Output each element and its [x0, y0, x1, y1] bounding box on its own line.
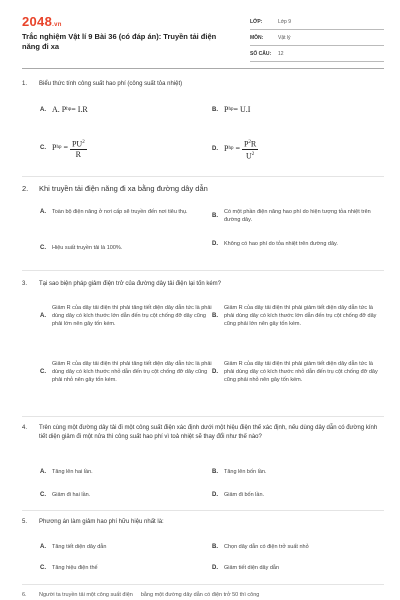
formula: P hp = $\frac{P^2R}{U^2}$	[224, 139, 257, 161]
option-b[interactable]: B. P hp = U.I	[212, 105, 251, 114]
question-6: 6. Người ta truyền tải một công suất điện bằng một đường dây dẫn có điện trở 50 thì công	[22, 592, 260, 598]
question-stem: 4. Trên cùng một đường dây tải đi một công suất điện xác định dưới một hiệu điện thế xác định, nếu dùng dây dẫn có đường kính tiết diện giảm đi một nửa thì công suất hao phí vì toả nhiệt sẽ thay đổi như thế nào?	[22, 425, 378, 440]
question-stem: 2. Khi truyền tải điện năng đi xa bằng đường dây dẫn	[22, 184, 208, 193]
site-logo[interactable]: 2048.vn	[22, 14, 62, 29]
question-2	[22, 184, 384, 270]
meta-value: Lớp 9	[278, 18, 292, 25]
question-separator	[22, 176, 384, 177]
meta-label: LỚP:	[250, 18, 263, 25]
option-d[interactable]: D. Giảm tiết diện dây dẫn	[212, 565, 280, 571]
meta-table	[250, 14, 384, 62]
question-separator	[22, 510, 384, 511]
formula: P hp = $\frac{PU^2}{R}$	[52, 139, 85, 159]
option-b[interactable]: B. Tăng lên bốn lần.	[212, 469, 267, 475]
option-d[interactable]: D. Giảm đi bốn lần.	[212, 492, 265, 498]
option-d[interactable]: D. Giảm R của dây tải điện thì phải giảm tiết diện dây dẫn tức là phải dùng dây có kích thước nhỏ dẫn đến trụ cột chống đỡ dây cũng phải nhỏ nên gây tốn kém.	[212, 361, 378, 383]
option-a[interactable]: A. Tăng lên hai lần.	[40, 469, 93, 475]
formula: P hp = U.I	[224, 105, 251, 114]
option-d[interactable]: D. Không có hao phí do tỏa nhiệt trên đường dây.	[212, 241, 338, 247]
option-b[interactable]: B. Có một phần điện năng hao phí do hiện tượng tỏa nhiệt trên đường dây.	[212, 209, 371, 223]
question-4	[22, 424, 384, 512]
question-stem: 5. Phương án làm giảm hao phí hữu hiệu nhất là:	[22, 519, 164, 525]
option-c[interactable]: C. Hiệu suất truyền tải là 100%.	[40, 245, 123, 251]
meta-value: 12	[278, 50, 284, 57]
option-a[interactable]: A. A. P hp = I.R	[40, 105, 88, 114]
option-a[interactable]: A. Toàn bộ điện năng ở nơi cấp sẽ truyền đến nơi tiêu thụ.	[40, 209, 188, 215]
question-stem: 1. Biểu thức tính công suất hao phí (công suất tỏa nhiệt)	[22, 81, 183, 87]
formula: A. P hp = I.R	[52, 105, 88, 114]
meta-row-count	[250, 46, 384, 62]
page-title: Trắc nghiệm Vật lí 9 Bài 36 (có đáp án): Truyền tải điện năng đi xa	[22, 32, 217, 51]
document-header	[22, 14, 384, 62]
meta-row-class	[250, 14, 384, 30]
option-b[interactable]: B. Chọn dây dẫn có điện trở suất nhỏ	[212, 544, 309, 550]
option-c[interactable]: C. P hp = $\frac{PU^2}{R}$	[40, 139, 85, 159]
option-c[interactable]: C. Giảm đi hai lần.	[40, 492, 91, 498]
question-5	[22, 518, 384, 584]
question-1	[22, 80, 384, 176]
option-d[interactable]: D. P hp = $\frac{P^2R}{U^2}$	[212, 139, 257, 161]
option-a[interactable]: A. Tăng tiết diện dây dẫn	[40, 544, 107, 550]
meta-row-subject	[250, 30, 384, 46]
question-stem: 3. Tại sao biện pháp giảm điện trở của đường dây tải điện lại tốn kém?	[22, 281, 221, 287]
question-separator	[22, 270, 384, 271]
question-separator	[22, 584, 384, 585]
header-divider	[22, 68, 384, 69]
option-b[interactable]: B. Giảm R của dây tải điện thì phải giảm tiết diện dây dẫn tức là phải dùng dây có kích thước lớn dẫn đến trụ cột chống đỡ dây cũng phải lớn nên gây tốn kém.	[212, 305, 377, 327]
option-c[interactable]: C. Giảm R của dây tải điện thì phải tăng tiết diện dây dẫn tức là phải dùng dây có kích thước nhỏ dẫn đến trụ cột chống đỡ dây cũng phải nhỏ nên gây tốn kém.	[40, 361, 212, 383]
meta-label: SỐ CÂU:	[250, 50, 272, 57]
question-3	[22, 280, 384, 416]
question-separator	[22, 416, 384, 417]
meta-value: Vật lý	[278, 34, 291, 41]
meta-label: MÔN:	[250, 34, 264, 41]
option-c[interactable]: C. Tăng hiệu điện thế	[40, 565, 98, 571]
option-a[interactable]: A. Giảm R của dây tải điện thì phải tăng tiết diện dây dẫn tức là phải dùng dây có kích thước lớn dẫn đến trụ cột chống đỡ dây cũng phải lớn nên gây tốn kém.	[40, 305, 212, 327]
